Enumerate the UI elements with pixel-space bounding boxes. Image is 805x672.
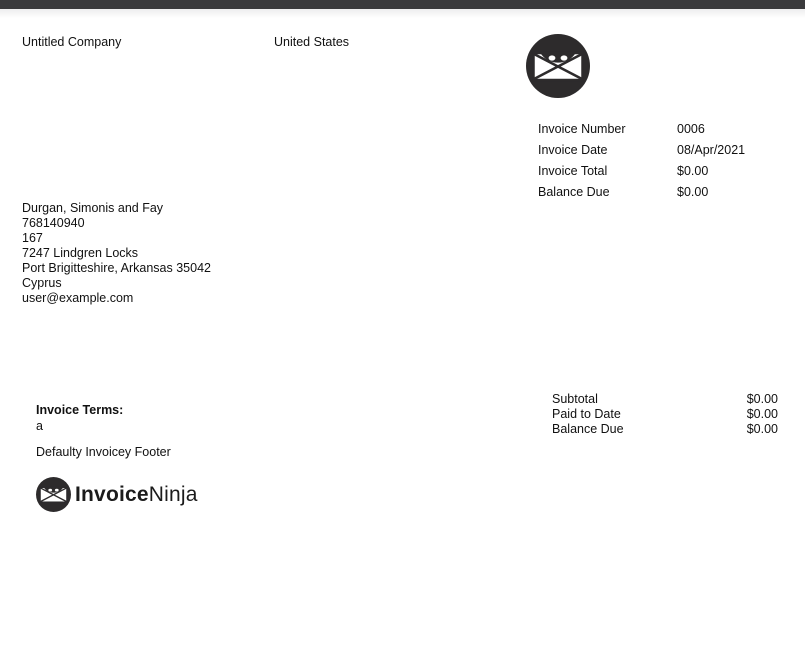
paid-to-date-value: $0.00: [746, 406, 778, 421]
subtotal-row: [552, 391, 778, 406]
subtotal-value: $0.00: [746, 391, 778, 406]
company-logo-envelope-icon: [526, 34, 590, 98]
invoice-terms-block: [36, 402, 123, 434]
client-id-number: 768140940: [22, 216, 85, 230]
invoice-date-value: 08/Apr/2021: [677, 142, 746, 157]
invoice-date-label: Invoice Date: [538, 142, 608, 157]
client-street: 7247 Lindgren Locks: [22, 246, 139, 260]
invoice-terms-body: a: [36, 419, 43, 433]
invoice-total-row: [538, 160, 745, 181]
company-country: United States: [274, 35, 350, 49]
client-vat-number: 167: [22, 231, 43, 245]
invoice-number-label: Invoice Number: [538, 121, 626, 136]
client-email: user@example.com: [22, 291, 134, 305]
balance-due-row: [538, 181, 745, 202]
balance-due-value: $0.00: [677, 184, 709, 199]
invoice-footer-note: Defaulty Invoicey Footer: [36, 445, 171, 459]
invoice-number-value: 0006: [677, 121, 705, 136]
client-city-state-zip: Port Brigitteshire, Arkansas 35042: [22, 261, 211, 275]
paid-to-date-label: Paid to Date: [552, 406, 621, 421]
invoice-ninja-branding: [36, 477, 198, 512]
brand-word-invoice: Invoice: [75, 482, 149, 506]
balance-due-total-value: $0.00: [746, 421, 778, 436]
balance-due-total-label: Balance Due: [552, 421, 624, 436]
balance-due-total-row: [552, 421, 778, 436]
invoice-details: [538, 118, 745, 202]
invoice-date-row: [538, 139, 745, 160]
brand-word-ninja: Ninja: [148, 482, 198, 506]
company-name: Untitled Company: [22, 35, 122, 49]
top-bar-shadow: [0, 9, 805, 18]
client-country: Cyprus: [22, 276, 62, 290]
paid-to-date-row: [552, 406, 778, 421]
invoice-total-value: $0.00: [677, 163, 709, 178]
invoice-ninja-wordmark: [75, 483, 198, 507]
client-address-block: [22, 201, 211, 306]
invoice-ninja-envelope-icon: [36, 477, 71, 512]
invoice-number-row: [538, 118, 745, 139]
client-name: Durgan, Simonis and Fay: [22, 201, 164, 215]
window-top-bar: [0, 0, 805, 9]
invoice-terms-heading: Invoice Terms:: [36, 403, 124, 417]
totals-block: [552, 391, 778, 436]
balance-due-label: Balance Due: [538, 184, 610, 199]
subtotal-label: Subtotal: [552, 391, 598, 406]
invoice-total-label: Invoice Total: [538, 163, 608, 178]
